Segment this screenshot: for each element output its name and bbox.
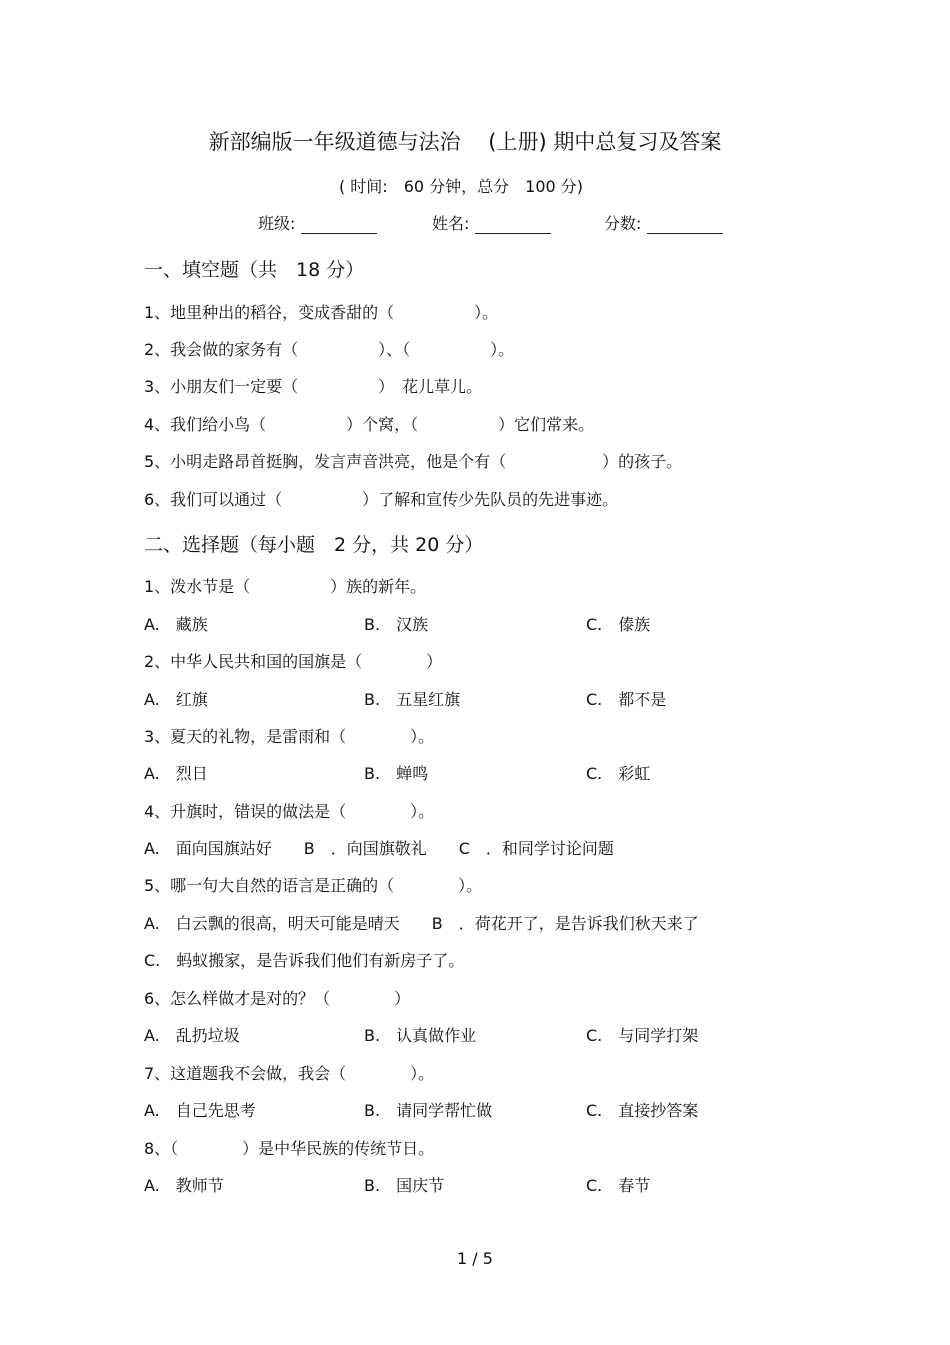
fill-question: 1、地里种出的稻谷，变成香甜的（ ）。 — [144, 303, 499, 322]
name-field — [432, 211, 551, 234]
class-label: 班级: — [258, 214, 296, 233]
choice-question: 7、这道题我不会做，我会（ ）。 — [144, 1064, 435, 1083]
option-c: C. 彩虹 — [586, 764, 651, 783]
page-title: 新部编版一年级道德与法治 (上册) 期中总复习及答案 — [208, 130, 722, 154]
option-a: A. 藏族 — [144, 615, 208, 634]
section1-heading: 一、填空题（共 18 分） — [144, 259, 365, 281]
fill-question: 5、小明走路昂首挺胸，发言声音洪亮，他是个有（ ）的孩子。 — [144, 452, 683, 471]
class-blank — [301, 213, 377, 234]
option-a: A. 自己先思考 — [144, 1101, 256, 1120]
option-a: A. 烈日 — [144, 764, 208, 783]
name-blank — [475, 213, 551, 234]
option-c: C. 傣族 — [586, 615, 651, 634]
score-field — [604, 211, 723, 234]
fill-question: 4、我们给小鸟（ ）个窝，（ ）它们常来。 — [144, 415, 595, 434]
section2-heading: 二、选择题（每小题 2 分，共 20 分） — [144, 534, 484, 556]
option-b: B. 国庆节 — [364, 1176, 445, 1195]
choice-question: 5、哪一句大自然的语言是正确的（ ）。 — [144, 876, 483, 895]
option-b: B. 蝉鸣 — [364, 764, 429, 783]
option-b: B. 汉族 — [364, 615, 429, 634]
fill-question: 6、我们可以通过（ ）了解和宣传少先队员的先进事迹。 — [144, 490, 619, 509]
option-a: A. 红旗 — [144, 690, 208, 709]
option-c: C. 与同学打架 — [586, 1026, 699, 1045]
fill-question: 2、我会做的家务有（ ）、（ ）。 — [144, 340, 515, 359]
name-label: 姓名: — [432, 214, 470, 233]
choice-question: 6、怎么样做才是对的？（ ） — [144, 989, 411, 1008]
choice-question: 2、中华人民共和国的国旗是（ ） — [144, 652, 443, 671]
option-b: B. 认真做作业 — [364, 1026, 477, 1045]
choice-question: 8、（ ）是中华民族的传统节日。 — [144, 1139, 435, 1158]
option-c: C. 直接抄答案 — [586, 1101, 699, 1120]
option-a: A. 乱扔垃圾 — [144, 1026, 240, 1045]
score-blank — [647, 213, 723, 234]
option-b: B. 五星红旗 — [364, 690, 461, 709]
fill-question: 3、小朋友们一定要（ ） 花儿草儿。 — [144, 377, 483, 396]
class-field — [258, 211, 377, 234]
choice-question: 1、泼水节是（ ）族的新年。 — [144, 577, 427, 596]
options-row: A. 白云飘的很高，明天可能是晴天 B ．荷花开了，是告诉我们秋天来了 — [144, 914, 699, 933]
option-c: C. 春节 — [586, 1176, 651, 1195]
choice-question: 4、升旗时，错误的做法是（ ）。 — [144, 802, 435, 821]
options-row: A. 面向国旗站好 B ．向国旗敬礼 C ．和同学讨论问题 — [144, 839, 614, 858]
option-a: A. 教师节 — [144, 1176, 224, 1195]
options-row: C. 蚂蚁搬家，是告诉我们他们有新房子了。 — [144, 951, 465, 970]
option-b: B. 请同学帮忙做 — [364, 1101, 493, 1120]
score-label: 分数: — [604, 214, 642, 233]
page-number: 1 / 5 — [457, 1249, 493, 1268]
choice-question: 3、夏天的礼物，是雷雨和（ ）。 — [144, 727, 435, 746]
option-c: C. 都不是 — [586, 690, 667, 709]
exam-subtitle: ( 时间: 60 分钟，总分 100 分) — [338, 177, 584, 196]
